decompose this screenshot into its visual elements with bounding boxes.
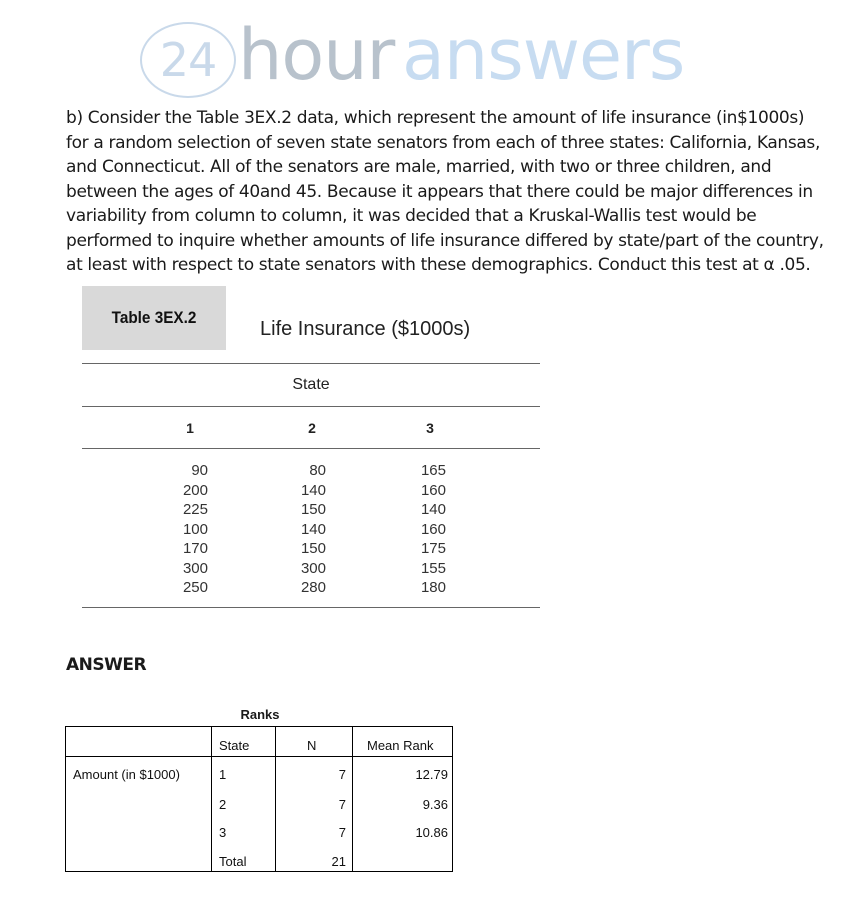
ranks-header-mean-rank: Mean Rank	[367, 738, 434, 753]
table-rule-top	[82, 363, 540, 364]
table-cell: 250	[182, 579, 208, 596]
answer-heading: ANSWER	[66, 655, 147, 675]
table-cell: 200	[182, 481, 208, 499]
logo-word-hour: hour	[238, 14, 395, 96]
table-cell: 140	[300, 520, 326, 538]
table-cell: 150	[300, 501, 326, 518]
table-cell: 80	[309, 462, 326, 479]
column-header-2: 2	[308, 420, 316, 436]
table-cell: 170	[182, 540, 208, 557]
ranks-row-label: Amount (in $1000)	[73, 767, 180, 782]
ranks-n-3: 7	[338, 825, 346, 840]
logo-word-answers: answers	[402, 14, 685, 96]
ranks-table	[65, 726, 453, 872]
table-cell: 155	[420, 559, 446, 577]
ranks-mean-3: 10.86	[415, 825, 448, 840]
table-rule-group	[82, 406, 540, 407]
table-rule-header	[82, 448, 540, 449]
table-group-header: State	[292, 376, 330, 393]
table-cell: 140	[300, 481, 326, 499]
logo-number-badge: 24	[140, 22, 236, 98]
ranks-divider-mean	[352, 727, 353, 871]
table-cell: 150	[300, 540, 326, 557]
table-cell: 160	[420, 520, 446, 538]
table-cell: 100	[182, 520, 208, 538]
ranks-divider-n	[275, 727, 276, 871]
table-cell: 180	[420, 579, 446, 596]
table-cell: 160	[420, 481, 446, 499]
column-values-2	[266, 461, 326, 598]
ranks-n-1: 7	[338, 767, 346, 782]
column-values-3	[386, 461, 446, 598]
table-cell: 225	[182, 501, 208, 518]
ranks-state-1: 1	[219, 767, 227, 782]
column-header-3: 3	[426, 420, 434, 436]
ranks-header-n: N	[307, 738, 317, 753]
ranks-title: Ranks	[240, 707, 280, 722]
ranks-n-2: 7	[338, 797, 346, 812]
ranks-state-total: Total	[219, 854, 247, 869]
table-cell: 175	[420, 540, 446, 557]
question-text: b) Consider the Table 3EX.2 data, which represent the amount of life insurance (in$1000s) for a random selection of seven state senators from each of three states: California, Kansas, and Connecticut. All of the senators are male, married, with two or three children, and between the ages of 40and 45. Because it appears that there could be major differences in variability from column to column, it was decided that a Kruskal-Wallis test would be performed to inquire whether amounts of life insurance differed by state/part of the country, at least with respect to state senators with these demographics. Conduct this test at α .05.	[66, 108, 824, 275]
ranks-mean-2: 9.36	[422, 797, 448, 812]
table-cell: 140	[420, 501, 446, 518]
table-cell: 280	[300, 579, 326, 596]
ranks-n-total: 21	[331, 854, 346, 869]
table-cell: 300	[300, 559, 326, 577]
table-cell: 300	[182, 559, 208, 577]
column-values-1	[148, 461, 208, 598]
ranks-state-3: 3	[219, 825, 227, 840]
site-logo	[140, 14, 720, 100]
ranks-state-2: 2	[219, 797, 227, 812]
table-label: Table 3EX.2	[111, 308, 197, 327]
ranks-divider-state	[211, 727, 212, 871]
table-title: Life Insurance ($1000s)	[260, 318, 471, 340]
table-cell: 90	[191, 462, 208, 479]
table-rule-bottom	[82, 607, 540, 608]
ranks-header-state: State	[219, 738, 250, 753]
table-cell: 165	[420, 462, 446, 479]
ranks-mean-1: 12.79	[415, 767, 448, 782]
ranks-header-rule	[66, 756, 452, 757]
column-header-1: 1	[186, 420, 194, 436]
